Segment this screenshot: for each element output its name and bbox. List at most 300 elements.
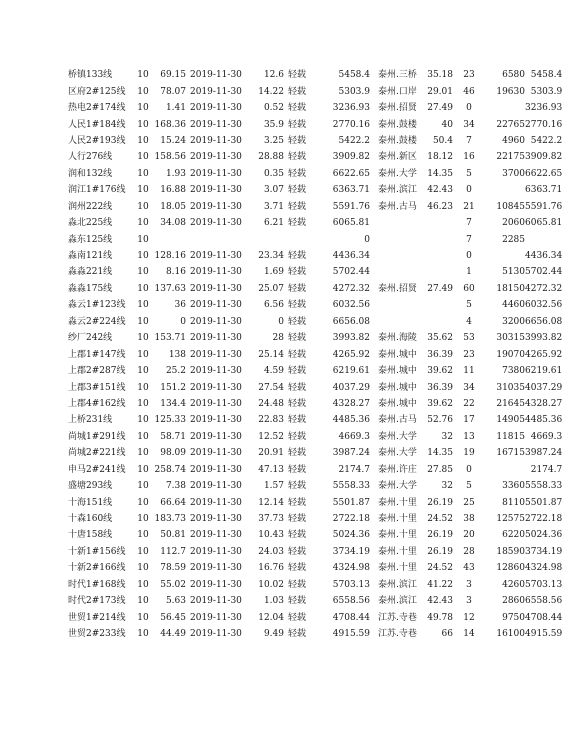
cell-value-d: 4328.27: [525, 398, 563, 409]
cell-value-c: [485, 248, 525, 264]
table-row: [68, 100, 562, 116]
cell-value-c: 22175: [496, 152, 525, 163]
table-row: [68, 199, 562, 215]
cell-load-status: 轻载: [288, 596, 307, 607]
cell-capacity: 55.02: [160, 579, 186, 590]
table-row: [68, 346, 562, 362]
cell-count: 14: [463, 629, 475, 640]
cell-load-rate: 28: [272, 333, 284, 344]
cell-value-b: [423, 297, 453, 313]
cell-value-a: 3734.19: [332, 546, 370, 557]
cell-count: 20: [463, 530, 475, 541]
cell-capacity: 1.93: [165, 168, 186, 179]
cell-date: 2019-11-30: [190, 546, 242, 557]
cell-value-c: 5130: [502, 267, 525, 278]
cell-load-rate: 24.48: [258, 398, 284, 409]
cell-load-status: 轻载: [288, 415, 307, 426]
cell-count: 1: [466, 267, 472, 278]
cell-date: 2019-11-30: [190, 86, 242, 97]
cell-load-status: [284, 231, 330, 247]
cell-voltage: 10: [137, 218, 149, 229]
table-row: [68, 462, 562, 478]
cell-line-name: 十新1#156线: [68, 546, 126, 557]
cell-date: 2019-11-30: [190, 300, 242, 311]
cell-load-status: 轻载: [288, 218, 307, 229]
cell-load-rate: 1.69: [263, 267, 284, 278]
cell-capacity: 98.09: [160, 448, 186, 459]
cell-value-d: 3987.24: [525, 448, 563, 459]
cell-voltage: 10: [137, 267, 149, 278]
cell-value-d: 4915.59: [525, 629, 563, 640]
cell-line-name: 润和132线: [68, 168, 113, 179]
cell-date: 2019-11-30: [190, 103, 242, 114]
cell-line-name: 上郡3#151线: [68, 382, 126, 393]
cell-voltage: 10: [137, 234, 149, 245]
cell-count: 5: [466, 481, 472, 492]
cell-line-name: 世贸1#214线: [68, 612, 126, 623]
cell-value-c: 18150: [496, 283, 525, 294]
cell-location: 泰州.十里: [378, 563, 417, 574]
cell-value-c: 2285: [502, 234, 525, 245]
cell-load-rate: 12.04: [258, 612, 284, 623]
cell-capacity: 137.63: [154, 283, 186, 294]
table-row: [68, 330, 562, 346]
cell-load-rate: 12.6: [263, 70, 284, 81]
cell-value-d: 5703.13: [525, 579, 563, 590]
table-row: [68, 264, 562, 280]
cell-value-c: 12575: [496, 514, 525, 525]
cell-value-a: 2174.7: [338, 464, 370, 475]
table-row: [68, 609, 562, 625]
cell-location: [374, 248, 423, 264]
cell-load-rate: 4.59: [263, 366, 284, 377]
cell-voltage: 10: [137, 70, 149, 81]
cell-value-d: 4708.44: [525, 612, 563, 623]
cell-value-b: 26.19: [427, 497, 453, 508]
cell-capacity: 78.59: [160, 563, 186, 574]
cell-value-c: 9750: [502, 612, 525, 623]
cell-load-status: 轻载: [288, 629, 307, 640]
cell-load-status: 轻载: [288, 135, 307, 146]
cell-value-d: 3993.82: [525, 333, 563, 344]
cell-value-d: 3909.82: [525, 152, 563, 163]
cell-location: 泰州.十里: [378, 514, 417, 525]
cell-value-b: 41.22: [427, 579, 453, 590]
cell-location: 泰州.城中: [378, 366, 417, 377]
table-body: [68, 67, 562, 642]
cell-date: 2019-11-30: [190, 283, 242, 294]
cell-load-rate: 3.25: [263, 135, 284, 146]
cell-capacity: 151.2: [160, 382, 186, 393]
cell-load-status: 轻载: [288, 267, 307, 278]
table-row: [68, 511, 562, 527]
cell-line-name: 上郡2#287线: [68, 366, 126, 377]
cell-load-rate: 1.03: [263, 596, 284, 607]
cell-value-b: 50.4: [432, 135, 453, 146]
cell-value-b: 66: [441, 629, 453, 640]
cell-value-b: 42.43: [427, 185, 453, 196]
cell-capacity: 7.38: [165, 481, 186, 492]
cell-load-status: 轻载: [288, 431, 307, 442]
cell-voltage: 10: [137, 448, 149, 459]
cell-load-rate: 10.02: [258, 579, 284, 590]
cell-value-d: 2722.18: [525, 514, 563, 525]
cell-value-b: [423, 248, 453, 264]
cell-load-status: 轻载: [288, 448, 307, 459]
cell-count: 7: [466, 218, 472, 229]
cell-line-name: 尚城2#221线: [68, 448, 126, 459]
cell-location: 江苏.寺巷: [378, 629, 417, 640]
cell-voltage: 10: [137, 349, 149, 360]
cell-line-name: 人民1#184线: [68, 119, 126, 130]
cell-count: 34: [463, 382, 475, 393]
cell-load-status: 轻载: [288, 481, 307, 492]
cell-voltage: 10: [137, 546, 149, 557]
cell-count: 34: [463, 119, 475, 130]
cell-line-name: 人行276线: [68, 152, 113, 163]
cell-date: 2019-11-30: [190, 185, 242, 196]
cell-value-d: 4324.98: [525, 563, 563, 574]
cell-value-c: 3360: [502, 481, 525, 492]
cell-voltage: 10: [137, 530, 149, 541]
cell-location: 泰州.滨江: [378, 579, 417, 590]
cell-value-a: 6622.65: [332, 168, 370, 179]
cell-count: 7: [466, 234, 472, 245]
cell-value-d: 4485.36: [525, 415, 563, 426]
cell-location: 泰州.十里: [378, 497, 417, 508]
cell-value-d: 6363.71: [525, 185, 563, 196]
cell-count: 19: [463, 448, 475, 459]
cell-load-status: 轻载: [288, 546, 307, 557]
cell-value-c: [485, 462, 525, 478]
cell-load-status: 轻载: [288, 119, 307, 130]
cell-value-b: [423, 314, 453, 330]
cell-load-rate: 35.9: [263, 119, 284, 130]
cell-date: 2019-11-30: [190, 382, 242, 393]
cell-date: 2019-11-30: [190, 448, 242, 459]
cell-date: 2019-11-30: [190, 333, 242, 344]
cell-value-d: 6558.56: [525, 596, 563, 607]
cell-load-status: 轻载: [288, 283, 307, 294]
cell-value-c: 8110: [502, 497, 525, 508]
cell-value-d: 5702.44: [525, 267, 563, 278]
table-row: [68, 149, 562, 165]
cell-value-a: 2770.16: [332, 119, 370, 130]
cell-load-status: 轻载: [288, 103, 307, 114]
cell-load-status: 轻载: [288, 563, 307, 574]
cell-value-d: 2770.16: [525, 119, 563, 130]
cell-value-b: 39.62: [427, 398, 453, 409]
table-row: [68, 166, 562, 182]
cell-line-name: 淼东125线: [68, 234, 113, 245]
table-row: [68, 116, 562, 132]
cell-location: 泰州.大学: [378, 481, 417, 492]
cell-count: 0: [466, 251, 472, 262]
cell-voltage: 10: [137, 300, 149, 311]
cell-value-d: 6032.56: [525, 300, 563, 311]
cell-capacity: 58.71: [160, 431, 186, 442]
cell-date: 2019-11-30: [190, 629, 242, 640]
cell-capacity: 258.74: [154, 464, 186, 475]
cell-load-status: 轻载: [288, 464, 307, 475]
cell-location: 泰州.招贤: [378, 283, 417, 294]
cell-value-c: 18590: [496, 546, 525, 557]
cell-location: 泰州.许庄: [378, 464, 417, 475]
cell-date: 2019-11-30: [190, 152, 242, 163]
cell-date: 2019-11-30: [190, 135, 242, 146]
cell-count: 11: [463, 366, 475, 377]
cell-load-rate: 3.71: [263, 201, 284, 212]
cell-value-d: 5024.36: [525, 530, 563, 541]
cell-count: 5: [466, 300, 472, 311]
table-row: [68, 314, 562, 330]
cell-count: 12: [463, 612, 475, 623]
cell-value-d: 6219.61: [525, 366, 563, 377]
table-row: [68, 577, 562, 593]
cell-value-a: 5303.9: [338, 86, 370, 97]
cell-value-c: 19070: [496, 349, 525, 360]
cell-load-rate: 37.73: [258, 514, 284, 525]
cell-date: 2019-11-30: [190, 119, 242, 130]
cell-load-rate: 10.43: [258, 530, 284, 541]
cell-value-d: 4669.3: [530, 431, 563, 442]
cell-load-status: 轻载: [288, 70, 307, 81]
cell-value-a: 6656.08: [332, 316, 370, 327]
cell-location: 江苏.寺巷: [378, 612, 417, 623]
cell-load-rate: 12.52: [258, 431, 284, 442]
cell-value-a: 4037.29: [332, 382, 370, 393]
cell-value-b: 26.19: [427, 546, 453, 557]
table-row: [68, 231, 562, 247]
cell-value-a: 3993.82: [332, 333, 370, 344]
cell-load-status: 轻载: [288, 579, 307, 590]
cell-value-a: 5501.87: [332, 497, 370, 508]
table-row: [68, 429, 562, 445]
cell-load-status: 轻载: [288, 316, 307, 327]
cell-capacity: 56.45: [160, 612, 186, 623]
cell-value-a: 5591.76: [332, 201, 370, 212]
cell-capacity: 0: [180, 316, 186, 327]
cell-location: 泰州.新区: [378, 152, 417, 163]
cell-value-b: 32: [441, 431, 453, 442]
cell-voltage: 10: [137, 201, 149, 212]
cell-value-b: 27.85: [427, 464, 453, 475]
cell-value-a: 6032.56: [332, 300, 370, 311]
cell-date: 2019-11-30: [190, 201, 242, 212]
cell-date: 2019-11-30: [190, 497, 242, 508]
cell-value-b: 29.01: [427, 86, 453, 97]
cell-count: 21: [463, 201, 475, 212]
table-row: [68, 363, 562, 379]
cell-location: [374, 231, 423, 247]
cell-capacity: 134.4: [160, 398, 186, 409]
cell-line-name: 上郡4#162线: [68, 398, 126, 409]
cell-load-status: 轻载: [288, 86, 307, 97]
cell-voltage: 10: [137, 382, 149, 393]
cell-value-c: 7380: [502, 366, 525, 377]
cell-load-rate: 0: [278, 316, 284, 327]
cell-line-name: 淼云2#224线: [68, 316, 126, 327]
cell-count: 22: [463, 398, 475, 409]
cell-value-c: 14905: [496, 415, 525, 426]
cell-load-rate: 6.56: [263, 300, 284, 311]
cell-date: 2019-11-30: [190, 316, 242, 327]
cell-value-d: 4265.92: [525, 349, 563, 360]
cell-line-name: 时代1#168线: [68, 579, 126, 590]
cell-load-status: 轻载: [288, 366, 307, 377]
cell-value-b: [423, 215, 453, 231]
cell-capacity: 50.81: [160, 530, 186, 541]
cell-voltage: 10: [137, 579, 149, 590]
cell-capacity: 183.73: [154, 514, 186, 525]
cell-value-c: 4260: [502, 579, 525, 590]
table-row: [68, 182, 562, 198]
cell-value-d: 5591.76: [525, 201, 563, 212]
cell-load-rate: 12.14: [258, 497, 284, 508]
cell-value-a: 4485.36: [332, 415, 370, 426]
cell-count: 0: [466, 464, 472, 475]
cell-value-a: 6065.81: [332, 218, 370, 229]
cell-value-d: 3236.93: [525, 103, 563, 114]
cell-line-name: 桥镇133线: [68, 70, 113, 81]
cell-value-b: 49.78: [427, 612, 453, 623]
table-row: [68, 527, 562, 543]
cell-load-rate: 47.13: [258, 464, 284, 475]
cell-value-a: 2722.18: [332, 514, 370, 525]
cell-location: 泰州.滨江: [378, 596, 417, 607]
cell-line-name: 十唐158线: [68, 530, 113, 541]
cell-capacity: 125.33: [154, 415, 186, 426]
table-row: [68, 478, 562, 494]
cell-location: 泰州.古马: [378, 415, 417, 426]
cell-date: 2019-11-30: [190, 267, 242, 278]
cell-line-name: 热电2#174线: [68, 103, 126, 114]
cell-capacity: 168.36: [154, 119, 186, 130]
cell-load-status: 轻载: [288, 152, 307, 163]
cell-value-c: 6220: [502, 530, 525, 541]
cell-capacity: 158.56: [154, 152, 186, 163]
cell-load-rate: 20.91: [258, 448, 284, 459]
table-row: [68, 281, 562, 297]
cell-value-d: 6065.81: [525, 218, 563, 229]
cell-location: 泰州.城中: [378, 398, 417, 409]
cell-value-b: 40: [441, 119, 453, 130]
cell-capacity: 15.24: [160, 135, 186, 146]
cell-location: 泰州.城中: [378, 382, 417, 393]
cell-line-name: 盛塘293线: [68, 481, 113, 492]
cell-value-d: 6622.65: [525, 168, 563, 179]
cell-voltage: 10: [137, 103, 149, 114]
cell-count: 46: [463, 86, 475, 97]
cell-value-b: 27.49: [427, 103, 453, 114]
cell-date: 2019-11-30: [190, 366, 242, 377]
cell-line-name: 淼南121线: [68, 251, 113, 262]
cell-voltage: 10: [137, 629, 149, 640]
cell-location: 泰州.大学: [378, 168, 417, 179]
cell-capacity: 69.15: [160, 70, 186, 81]
cell-count: 13: [463, 431, 475, 442]
cell-date: 2019-11-30: [190, 349, 242, 360]
cell-line-name: 淼淼175线: [68, 283, 113, 294]
cell-line-name: 润州222线: [68, 201, 113, 212]
cell-value-c: 22765: [496, 119, 525, 130]
cell-line-name: 申马2#241线: [68, 464, 126, 475]
cell-value-c: 30315: [496, 333, 525, 344]
cell-load-rate: 9.49: [263, 629, 284, 640]
cell-value-b: 42.43: [427, 596, 453, 607]
cell-voltage: 10: [137, 497, 149, 508]
cell-date: 2019-11-30: [190, 481, 242, 492]
cell-value-a: 3236.93: [332, 103, 370, 114]
cell-value-c: 10845: [496, 201, 525, 212]
cell-count: 0: [466, 185, 472, 196]
cell-value-a: 4328.27: [332, 398, 370, 409]
cell-capacity: 66.64: [160, 497, 186, 508]
cell-value-a: 6558.56: [332, 596, 370, 607]
cell-date: 2019-11-30: [190, 612, 242, 623]
cell-count: 60: [463, 283, 475, 294]
cell-value-d: 5303.9: [530, 86, 563, 97]
cell-date: [186, 231, 242, 247]
cell-location: 泰州.城中: [378, 349, 417, 360]
cell-load-status: 轻载: [288, 497, 307, 508]
table-row: [68, 297, 562, 313]
cell-count: 16: [463, 152, 475, 163]
cell-capacity: 112.7: [160, 546, 186, 557]
cell-value-a: 4265.92: [332, 349, 370, 360]
cell-value-c: 3700: [502, 168, 525, 179]
cell-date: 2019-11-30: [190, 579, 242, 590]
cell-location: 泰州.鼓楼: [378, 119, 417, 130]
cell-value-a: 6219.61: [332, 366, 370, 377]
cell-value-c: 11815: [496, 431, 525, 442]
cell-voltage: 10: [137, 283, 149, 294]
table-row: [68, 626, 562, 642]
cell-value-a: 5558.33: [332, 481, 370, 492]
table-row: [68, 67, 562, 83]
cell-value-a: 5024.36: [332, 530, 370, 541]
cell-value-c: 3200: [502, 316, 525, 327]
cell-value-a: 6363.71: [332, 185, 370, 196]
cell-count: 17: [463, 415, 475, 426]
cell-load-status: 轻载: [288, 185, 307, 196]
table-row: [68, 445, 562, 461]
table-row: [68, 593, 562, 609]
cell-date: 2019-11-30: [190, 464, 242, 475]
cell-value-b: 36.39: [427, 349, 453, 360]
cell-voltage: 10: [137, 135, 149, 146]
table-row: [68, 83, 562, 99]
cell-line-name: 淼云1#123线: [68, 300, 126, 311]
cell-value-c: [485, 182, 525, 198]
cell-line-name: 纱厂242线: [68, 333, 113, 344]
cell-count: 0: [466, 103, 472, 114]
cell-load-status: 轻载: [288, 251, 307, 262]
cell-location: 泰州.十里: [378, 530, 417, 541]
table-row: [68, 133, 562, 149]
cell-load-rate: 6.21: [263, 218, 284, 229]
cell-load-status: 轻载: [288, 168, 307, 179]
cell-voltage: 10: [137, 333, 149, 344]
cell-value-b: [423, 231, 453, 247]
cell-load-rate: [242, 231, 284, 247]
cell-value-d: 4436.34: [525, 251, 563, 262]
cell-line-name: 人民2#193线: [68, 135, 126, 146]
cell-load-status: 轻载: [288, 333, 307, 344]
cell-value-d: 5558.33: [525, 481, 563, 492]
cell-value-d: 4037.29: [525, 382, 563, 393]
cell-count: 43: [463, 563, 475, 574]
